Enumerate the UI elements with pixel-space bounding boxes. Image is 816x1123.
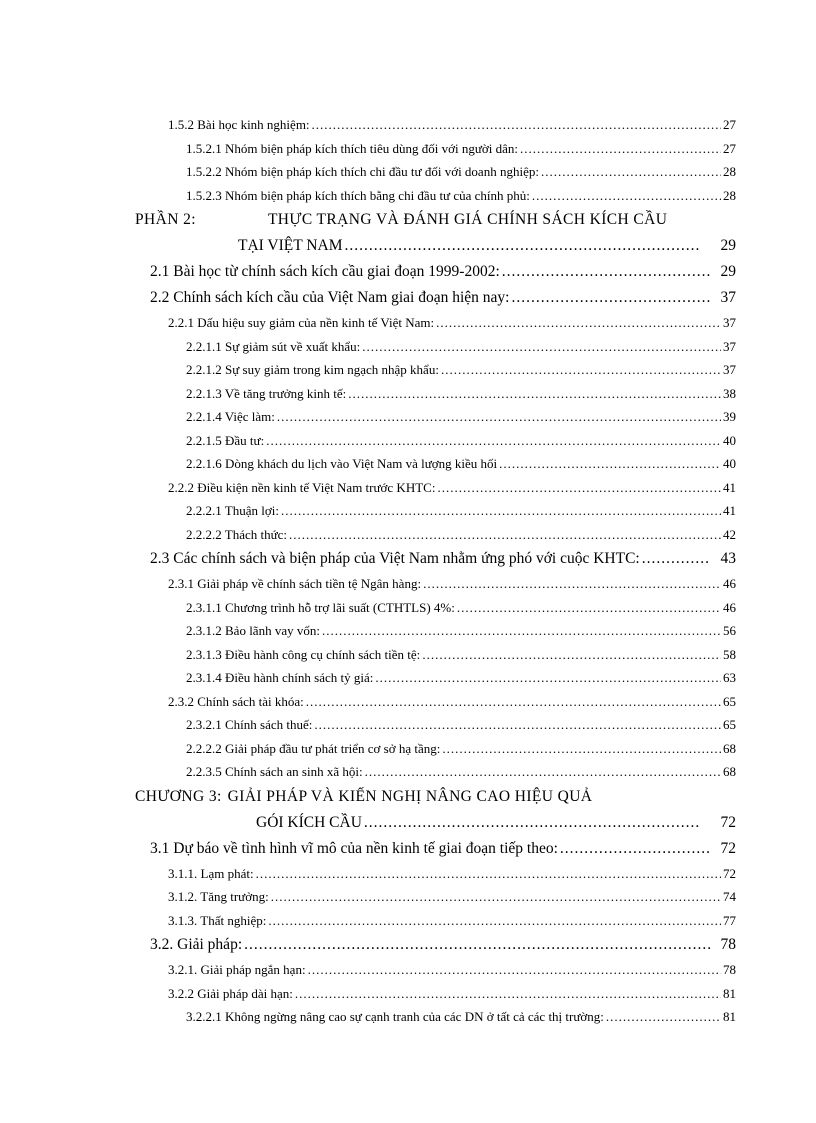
toc-entry-2-2-1-5[interactable]	[0, 429, 736, 453]
toc-page-number: 27	[723, 117, 736, 132]
toc-page-number: 81	[723, 985, 736, 1001]
toc-entry-2-2-1-2[interactable]	[0, 358, 736, 382]
toc-entry-3-2-1[interactable]	[0, 958, 736, 982]
toc-entry-1-5-2[interactable]	[0, 113, 736, 137]
toc-entry-1-5-2-1[interactable]	[0, 137, 736, 161]
chapter-prefix: CHƯƠNG 3:	[135, 787, 222, 805]
dot-leader	[314, 713, 721, 737]
toc-entry-3-2[interactable]	[0, 932, 736, 958]
dot-leader	[271, 885, 721, 909]
toc-entry-label: 2.3.1.2 Bảo lãnh vay vốn:	[186, 623, 320, 638]
toc-entry-2-2-1-1[interactable]	[0, 335, 736, 359]
toc-entry-label: 2.2.3.5 Chính sách an sinh xã hội:	[186, 764, 363, 779]
toc-entry-label: 2.2.2.2 Thách thức:	[186, 526, 288, 542]
dot-leader	[375, 666, 721, 690]
toc-entry-3-2-2-1[interactable]	[0, 1005, 736, 1029]
toc-page-number: 29	[720, 263, 736, 280]
toc-entry-label: 1.5.2.1 Nhóm biện pháp kích thích tiêu dùng đối với người dân:	[186, 140, 519, 156]
toc-entry-1-5-2-2[interactable]	[0, 160, 736, 184]
toc-entry-label: 2.2.1.1 Sự giảm sút về xuất khẩu:	[186, 338, 361, 354]
toc-page-number: 37	[723, 315, 736, 330]
dot-leader	[364, 810, 701, 836]
toc-page-number: 38	[723, 385, 736, 401]
toc-part-2-subtitle[interactable]	[0, 233, 736, 259]
toc-entry-2-3-2-1[interactable]	[0, 713, 736, 737]
chapter-title: GIẢI PHÁP VÀ KIẾN NGHỊ NÂNG CAO HIỆU QUẢ	[227, 787, 593, 805]
dot-leader	[281, 499, 721, 523]
dot-leader	[244, 932, 710, 958]
toc-entry-1-5-2-3[interactable]	[0, 184, 736, 208]
toc-entry-label: 2.3.1.3 Điều hành công cụ chính sách tiền tệ:	[186, 646, 421, 662]
dot-leader	[502, 259, 711, 285]
toc-entry-2-2[interactable]	[0, 285, 736, 311]
dot-leader	[295, 982, 721, 1006]
toc-entry-label: 2.3 Các chính sách và biện pháp của Việt Nam nhằm ứng phó với cuộc KHTC:	[150, 550, 640, 567]
toc-page-number: 72	[720, 839, 736, 857]
toc-entry-label: 2.1 Bài học từ chính sách kích cầu giai đoạn 1999-2002:	[150, 263, 500, 280]
toc-part-2-title[interactable]	[0, 207, 735, 233]
toc-page-number: 72	[723, 865, 736, 881]
toc-entry-2-2-1-6[interactable]	[0, 452, 736, 476]
toc-page-number: 81	[723, 1009, 736, 1024]
toc-entry-2-2-2-1[interactable]	[0, 499, 736, 523]
toc-entry-label: 3.1.2. Tăng trưởng:	[168, 889, 269, 904]
toc-chapter-3-title[interactable]	[0, 784, 735, 810]
toc-entry-label: 3.1 Dự báo về tình hình vĩ mô của nền kinh tế giai đoạn tiếp theo:	[150, 839, 558, 857]
toc-entry-label: 2.3.2.1 Chính sách thuế:	[186, 717, 313, 732]
toc-entry-2-2-2-2-infrastructure[interactable]	[0, 737, 736, 761]
dot-leader	[344, 233, 700, 259]
toc-entry-2-2-1[interactable]	[0, 311, 736, 335]
dot-leader	[312, 113, 721, 137]
toc-page-number: 41	[723, 503, 736, 518]
toc-entry-3-1-2[interactable]	[0, 885, 736, 909]
part-subtitle: TẠI VIỆT NAM	[238, 237, 343, 254]
toc-entry-label: 2.3.2 Chính sách tài khóa:	[168, 693, 304, 709]
dot-leader	[422, 643, 721, 667]
toc-page-number: 42	[723, 526, 736, 542]
toc-entry-label: 3.2.1. Giải pháp ngắn hạn:	[168, 962, 306, 977]
toc-chapter-3-subtitle[interactable]	[0, 810, 736, 836]
toc-entry-2-3-2[interactable]	[0, 690, 736, 714]
toc-entry-label: 2.2 Chính sách kích cầu của Việt Nam giai đoạn hiện nay:	[150, 289, 510, 306]
dot-leader	[532, 184, 721, 208]
dot-leader	[437, 476, 721, 500]
toc-page-number: 68	[723, 740, 736, 756]
toc-page-number: 28	[723, 187, 736, 203]
toc-entry-2-3-1-2[interactable]	[0, 619, 736, 643]
toc-page-number: 65	[723, 717, 736, 732]
toc-entry-label: 2.3.1.1 Chương trình hỗ trợ lãi suất (CTHTLS) 4%:	[186, 599, 455, 615]
toc-entry-2-3[interactable]	[0, 546, 736, 572]
toc-entry-label: 3.2.2 Giải pháp dài hạn:	[168, 985, 293, 1001]
toc-entry-3-1-1[interactable]	[0, 862, 736, 886]
toc-entry-3-2-2[interactable]	[0, 982, 736, 1006]
table-of-contents	[0, 113, 816, 1029]
toc-page-number: 40	[723, 456, 736, 471]
toc-entry-label: 3.1.1. Lạm phát:	[168, 865, 254, 881]
dot-leader	[520, 137, 721, 161]
dot-leader	[441, 358, 721, 382]
toc-entry-label: 3.2.2.1 Không ngừng nâng cao sự cạnh tranh của các DN ở tất cả các thị trường:	[186, 1009, 604, 1024]
toc-page-number: 43	[720, 550, 736, 567]
toc-entry-2-3-1[interactable]	[0, 572, 736, 596]
dot-leader	[308, 958, 721, 982]
chapter-subtitle: GÓI KÍCH CẦU	[256, 813, 362, 831]
dot-leader	[606, 1005, 721, 1029]
toc-entry-2-3-1-3[interactable]	[0, 643, 736, 667]
toc-entry-2-2-1-4[interactable]	[0, 405, 736, 429]
toc-entry-2-3-1-1[interactable]	[0, 596, 736, 620]
toc-page-number: 78	[723, 962, 736, 977]
toc-page-number: 63	[723, 670, 736, 685]
toc-entry-2-2-2[interactable]	[0, 476, 736, 500]
toc-entry-label: 2.2.1 Dấu hiệu suy giảm của nền kinh tế Việt Nam:	[168, 315, 435, 330]
toc-entry-label: 3.2. Giải pháp:	[150, 936, 243, 953]
toc-entry-3-1[interactable]	[0, 836, 736, 862]
toc-page-number: 28	[723, 164, 736, 179]
dot-leader	[512, 285, 711, 311]
toc-entry-label: 2.2.1.2 Sự suy giảm trong kim ngạch nhập khẩu:	[186, 362, 439, 377]
part-prefix: PHẦN 2:	[135, 211, 196, 228]
dot-leader	[256, 862, 721, 886]
dot-leader	[306, 690, 721, 714]
toc-page-number: 39	[723, 409, 736, 424]
toc-page-number: 37	[723, 338, 736, 354]
toc-entry-label: 2.3.1 Giải pháp về chính sách tiền tệ Ngân hàng:	[168, 576, 422, 591]
toc-entry-label: 2.2.1.3 Về tăng trưởng kinh tế:	[186, 385, 347, 401]
toc-page-number: 40	[723, 432, 736, 448]
dot-leader	[289, 523, 721, 547]
toc-page-number: 78	[720, 936, 736, 953]
toc-entry-label: 2.2.2 Điều kiện nền kinh tế Việt Nam trước KHTC:	[168, 479, 436, 495]
toc-entry-label: 2.2.2.2 Giải pháp đầu tư phát triển cơ sở hạ tầng:	[186, 740, 441, 756]
toc-page-number: 37	[720, 289, 736, 306]
toc-page-number: 65	[723, 693, 736, 709]
toc-entry-label: 1.5.2.2 Nhóm biện pháp kích thích chi đầu tư đối với doanh nghiệp:	[186, 164, 539, 179]
toc-entry-label: 2.2.1.4 Việc làm:	[186, 409, 275, 424]
toc-page-number: 29	[720, 237, 736, 254]
toc-entry-label: 3.1.3. Thất nghiệp:	[168, 912, 267, 928]
toc-entry-2-2-2-2[interactable]	[0, 523, 736, 547]
toc-entry-label: 2.3.1.4 Điều hành chính sách tỷ giá:	[186, 670, 374, 685]
dot-leader	[348, 382, 721, 406]
dot-leader	[266, 429, 721, 453]
toc-page-number: 77	[723, 912, 736, 928]
toc-entry-2-3-1-4[interactable]	[0, 666, 736, 690]
dot-leader	[362, 335, 721, 359]
toc-page-number: 56	[723, 623, 736, 638]
toc-page-number: 58	[723, 646, 736, 662]
toc-page-number: 27	[723, 140, 736, 156]
dot-leader	[560, 836, 711, 862]
toc-entry-label: 1.5.2.3 Nhóm biện pháp kích thích bằng chi đầu tư của chính phủ:	[186, 187, 530, 203]
toc-entry-label: 2.2.1.6 Dòng khách du lịch vào Việt Nam và lượng kiều hối	[186, 456, 498, 471]
toc-entry-2-1[interactable]	[0, 259, 736, 285]
toc-page-number: 41	[723, 479, 736, 495]
dot-leader	[499, 452, 721, 476]
toc-page-number: 37	[723, 362, 736, 377]
toc-entry-2-2-3-5[interactable]	[0, 760, 736, 784]
toc-entry-3-1-3[interactable]	[0, 909, 736, 933]
dot-leader	[642, 546, 711, 572]
toc-entry-2-2-1-3[interactable]	[0, 382, 736, 406]
dot-leader	[277, 405, 721, 429]
toc-entry-label: 2.2.2.1 Thuận lợi:	[186, 503, 279, 518]
part-title: THỰC TRẠNG VÀ ĐÁNH GIÁ CHÍNH SÁCH KÍCH CẦU	[267, 211, 668, 228]
dot-leader	[365, 760, 721, 784]
dot-leader	[457, 596, 721, 620]
dot-leader	[322, 619, 721, 643]
toc-entry-label: 1.5.2 Bài học kinh nghiệm:	[168, 117, 310, 132]
dot-leader	[541, 160, 721, 184]
toc-entry-label: 2.2.1.5 Đầu tư:	[186, 432, 265, 448]
toc-page-number: 46	[723, 599, 736, 615]
toc-page-number: 72	[720, 813, 736, 831]
dot-leader	[268, 909, 721, 933]
toc-page-number: 68	[723, 764, 736, 779]
dot-leader	[436, 311, 721, 335]
toc-page-number: 74	[723, 889, 736, 904]
dot-leader	[423, 572, 721, 596]
toc-page-number: 46	[723, 576, 736, 591]
dot-leader	[442, 737, 721, 761]
